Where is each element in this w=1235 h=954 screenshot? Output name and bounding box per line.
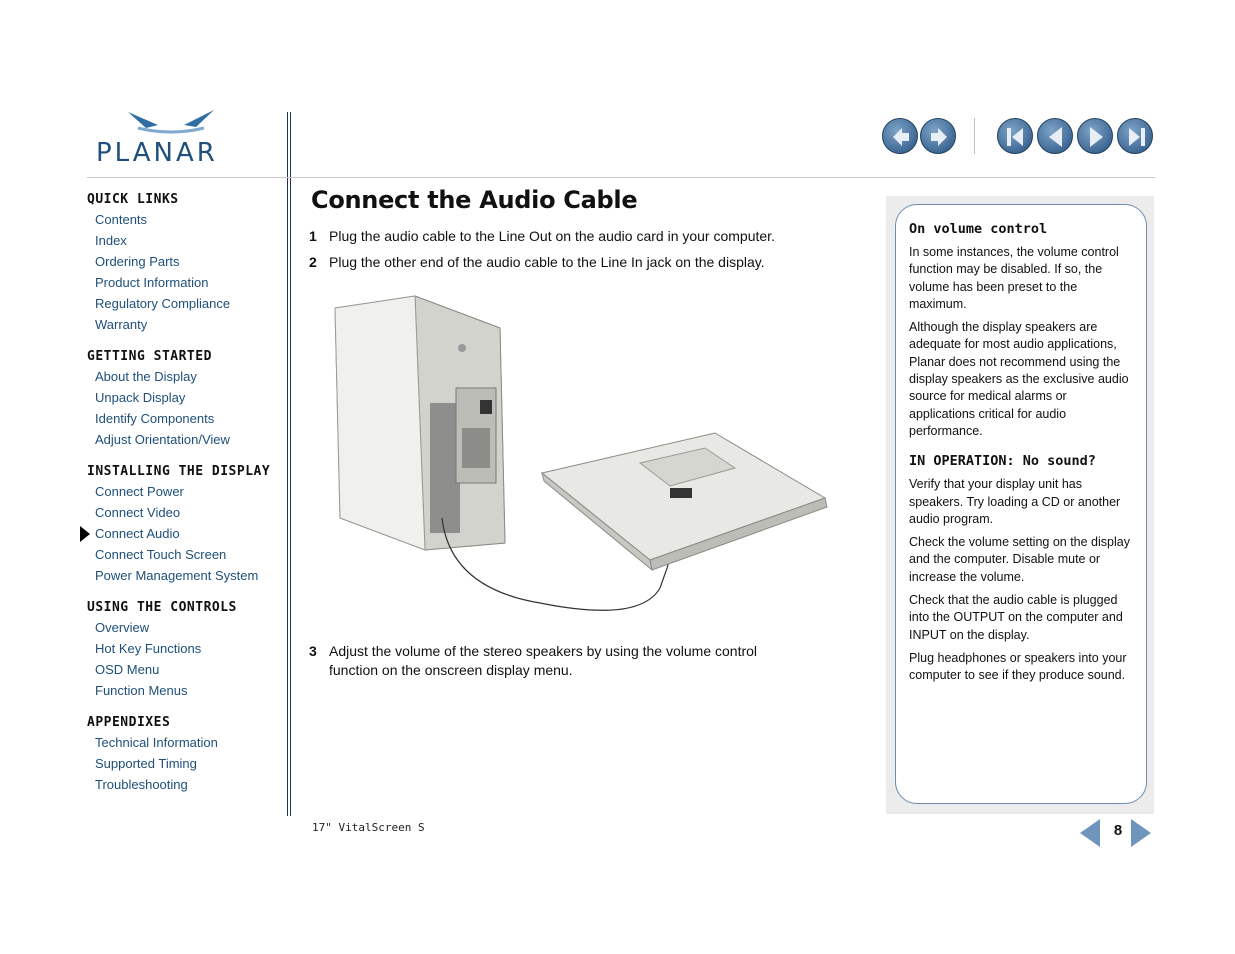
sidebar-section xyxy=(87,191,282,335)
step-number: 2 xyxy=(309,254,317,270)
page-next-button[interactable] xyxy=(1129,818,1151,848)
sidebar-divider-right xyxy=(290,112,291,816)
step-number: 3 xyxy=(309,643,317,659)
product-name: 17" VitalScreen S xyxy=(312,821,425,834)
sidebar-section-title: GETTING STARTED xyxy=(87,349,212,364)
brand-name: PLANAR xyxy=(96,138,218,168)
sidebar-link-connect-video[interactable]: Connect Video xyxy=(95,505,181,520)
page-next-icon xyxy=(1129,818,1151,848)
back-icon xyxy=(883,119,919,155)
sidebar-section-title: APPENDIXES xyxy=(87,715,171,730)
volume-control-text: In some instances, the volume control function may be disabled. If so, the volume has been preset to the maximum. xyxy=(909,245,1119,311)
sidebar-section-title: USING THE CONTROLS xyxy=(87,600,237,615)
first-page-icon xyxy=(998,119,1034,155)
sidebar-section xyxy=(87,348,282,450)
sidebar-link-connect-power[interactable]: Connect Power xyxy=(95,484,184,499)
step-2 xyxy=(309,253,849,272)
sidebar-link-overview[interactable]: Overview xyxy=(95,620,150,635)
sidebar-link-function-menus[interactable]: Function Menus xyxy=(95,683,188,698)
next-page-button[interactable] xyxy=(1077,118,1113,154)
sidebar-link-adjust-orientation-view[interactable]: Adjust Orientation/View xyxy=(95,432,230,447)
no-sound-tip-2: Check the volume setting on the display and the computer. Disable mute or increase the volume. xyxy=(909,535,1130,584)
page-previous-icon xyxy=(1080,818,1102,848)
last-page-icon xyxy=(1118,119,1154,155)
sidebar-link-product-information[interactable]: Product Information xyxy=(95,275,209,290)
last-page-button[interactable] xyxy=(1117,118,1153,154)
no-sound-tip-3: Check that the audio cable is plugged into the OUTPUT on the computer and INPUT on the display. xyxy=(909,593,1123,642)
sidebar-link-connect-touch-screen[interactable]: Connect Touch Screen xyxy=(95,547,227,562)
sidebar-link-index[interactable]: Index xyxy=(95,233,127,248)
audio-connection-illustration xyxy=(330,288,835,618)
previous-page-icon xyxy=(1038,119,1074,155)
sidebar-link-identify-components[interactable]: Identify Components xyxy=(95,411,215,426)
step-1 xyxy=(309,227,849,246)
header-divider xyxy=(87,177,1155,178)
forward-icon xyxy=(921,119,957,155)
sidebar-divider-left xyxy=(287,112,288,816)
no-sound-heading: IN OPERATION: No sound? xyxy=(909,453,1096,470)
page-title: Connect the Audio Cable xyxy=(311,186,638,214)
sidebar-link-supported-timing[interactable]: Supported Timing xyxy=(95,756,197,771)
step-text: Adjust the volume of the stereo speakers by using the volume control function on the onscreen display menu. xyxy=(329,643,758,678)
sidebar-link-about-the-display[interactable]: About the Display xyxy=(95,369,197,384)
step-text: Plug the audio cable to the Line Out on the audio card in your computer. xyxy=(329,228,775,244)
forward-button[interactable] xyxy=(920,118,956,154)
sidebar-link-regulatory-compliance[interactable]: Regulatory Compliance xyxy=(95,296,231,311)
page-previous-button[interactable] xyxy=(1080,818,1102,848)
page-number: 8 xyxy=(1113,822,1123,839)
speaker-warning-text: Although the display speakers are adequate for most audio applications, Planar does not recommend using the display speakers as the exclusive audio source for medical alarms or applications critical for audio performance. xyxy=(909,320,1129,438)
sidebar-section-title: INSTALLING THE DISPLAY xyxy=(87,464,271,479)
sidebar-link-technical-information[interactable]: Technical Information xyxy=(95,735,218,750)
tips-panel xyxy=(886,196,1154,814)
sidebar-link-connect-audio[interactable]: Connect Audio xyxy=(95,523,282,544)
step-text: Plug the other end of the audio cable to the Line In jack on the display. xyxy=(329,254,765,270)
sidebar-link-hot-key-functions[interactable]: Hot Key Functions xyxy=(95,641,202,656)
sidebar-section-title: QUICK LINKS xyxy=(87,192,179,207)
tips-card xyxy=(895,204,1147,804)
sidebar-link-troubleshooting[interactable]: Troubleshooting xyxy=(95,777,188,792)
next-page-icon xyxy=(1078,119,1114,155)
back-button[interactable] xyxy=(882,118,918,154)
first-page-button[interactable] xyxy=(997,118,1033,154)
sidebar-section xyxy=(87,714,282,795)
step-3 xyxy=(309,642,789,680)
sidebar-link-power-management-system[interactable]: Power Management System xyxy=(95,568,259,583)
no-sound-tip-4: Plug headphones or speakers into your computer to see if they produce sound. xyxy=(909,650,1127,683)
step-number: 1 xyxy=(309,228,317,244)
sidebar-link-contents[interactable]: Contents xyxy=(95,212,148,227)
nav-separator xyxy=(974,118,975,154)
sidebar-link-osd-menu[interactable]: OSD Menu xyxy=(95,662,160,677)
computer-and-display-image xyxy=(330,288,835,618)
sidebar-link-unpack-display[interactable]: Unpack Display xyxy=(95,390,186,405)
no-sound-tip-1: Verify that your display unit has speakers. Try loading a CD or another audio program. xyxy=(909,477,1121,526)
volume-control-heading: On volume control xyxy=(909,221,1048,237)
planar-logo xyxy=(96,108,248,168)
sidebar-section xyxy=(87,599,282,701)
sidebar-nav xyxy=(87,191,282,808)
previous-page-button[interactable] xyxy=(1037,118,1073,154)
sidebar-link-ordering-parts[interactable]: Ordering Parts xyxy=(95,254,180,269)
sidebar-section xyxy=(87,463,282,586)
sidebar-link-warranty[interactable]: Warranty xyxy=(95,317,148,332)
